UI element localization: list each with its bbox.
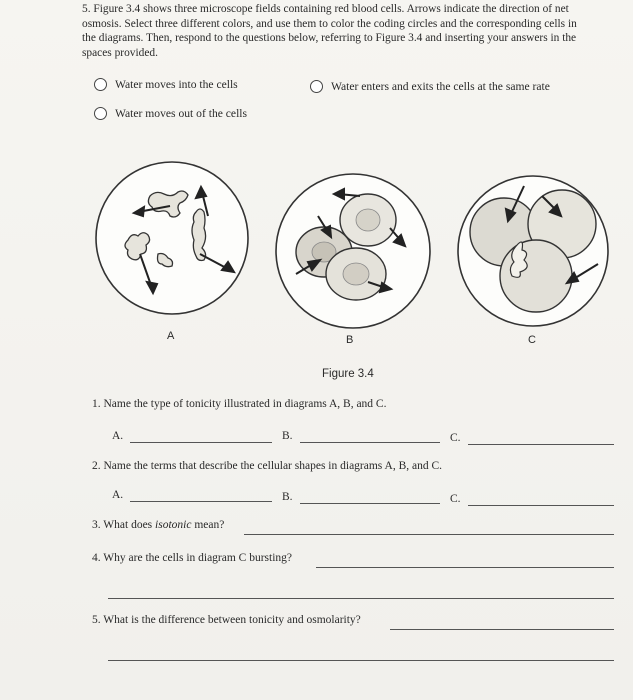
answer-4-line-2[interactable] [108, 598, 614, 599]
diagram-c-label: C [528, 334, 536, 346]
question-5-intro [82, 2, 582, 60]
question-number: 4. [92, 552, 101, 564]
answer-5-line-1[interactable] [390, 629, 614, 630]
question-3 [92, 519, 224, 531]
answer-a-label: A. [112, 489, 124, 501]
question-text: Name the terms that describe the cellular shapes in diagrams A, B, and C. [103, 460, 443, 472]
question-number: 3. [92, 519, 101, 531]
diagram-b-label: B [346, 334, 354, 346]
answer-1a-line[interactable] [130, 442, 272, 443]
radio-button[interactable] [94, 78, 107, 91]
figure-caption: Figure 3.4 [322, 368, 374, 380]
question-2 [92, 460, 442, 472]
question-4 [92, 552, 292, 564]
answer-a-label: A. [112, 430, 124, 442]
intro-number: 5. [82, 3, 91, 15]
answer-b-label: B. [282, 491, 293, 503]
diagram-c-field [454, 172, 612, 330]
answer-2a-line[interactable] [130, 501, 272, 502]
question-italic-term: isotonic [155, 519, 192, 531]
question-number: 5. [92, 614, 101, 626]
question-number: 1. [92, 398, 101, 410]
answer-4-line-1[interactable] [316, 567, 614, 568]
option-label: Water enters and exits the cells at the same rate [331, 80, 550, 93]
intro-text: Figure 3.4 shows three microscope fields containing red blood cells. Arrows indicate the direction of net osmosis. Select three different colors, and use them to color the coding circles and the corresponding cells in the diagrams. Then, respond to the questions below, referring to Figure 3.4 and inserting your answers in the spaces provided. [82, 3, 577, 59]
question-text-end: mean? [191, 519, 225, 531]
diagram-b-field [272, 170, 434, 332]
question-text: What is the difference between tonicity and osmolarity? [103, 614, 361, 626]
answer-1c-line[interactable] [468, 444, 614, 445]
question-text: Name the type of tonicity illustrated in diagrams A, B, and C. [103, 398, 387, 410]
diagram-a-field [92, 158, 252, 318]
answer-5-line-2[interactable] [108, 660, 614, 661]
option-water-in[interactable] [94, 78, 238, 91]
answer-1b-line[interactable] [300, 442, 440, 443]
answer-2c-line[interactable] [468, 505, 614, 506]
answer-c-label: C. [450, 432, 461, 444]
option-label: Water moves out of the cells [115, 107, 248, 120]
option-water-equal[interactable] [310, 80, 550, 93]
question-1 [92, 398, 386, 410]
question-text: Why are the cells in diagram C bursting? [103, 552, 293, 564]
radio-button[interactable] [310, 80, 323, 93]
question-number: 2. [92, 460, 101, 472]
answer-c-label: C. [450, 493, 461, 505]
answer-3-line[interactable] [244, 534, 614, 535]
option-water-out[interactable] [94, 107, 247, 120]
question-5 [92, 614, 361, 626]
answer-b-label: B. [282, 430, 293, 442]
answer-2b-line[interactable] [300, 503, 440, 504]
diagram-a-label: A [167, 330, 175, 342]
radio-button[interactable] [94, 107, 107, 120]
option-label: Water moves into the cells [115, 78, 238, 91]
question-text: What does [103, 519, 156, 531]
